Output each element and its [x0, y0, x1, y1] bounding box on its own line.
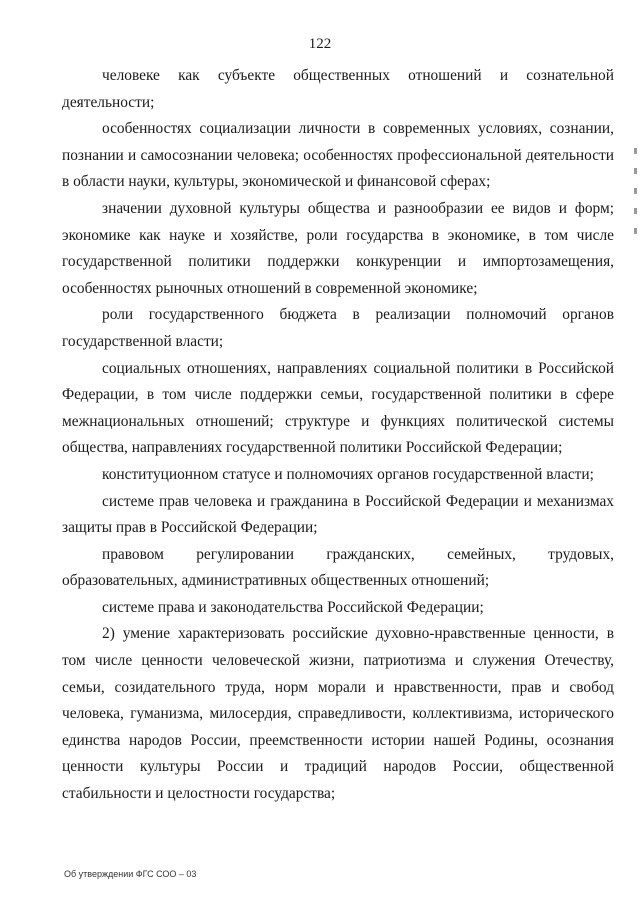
paragraph: социальных отношениях, направлениях социальной политики в Российской Федерации, в том числе поддержки семьи, государственной политики в сфере межнациональных отношений; структуре и функциях политической системы общества, направлениях государственной политики Российской Федерации;: [62, 359, 614, 457]
paragraph: системе права и законодательства Российской Федерации;: [102, 598, 484, 616]
paragraph: особенностях социализации личности в современных условиях, сознании, познании и самосознании человека; особенностях профессиональной деятельности в области науки, культуры, экономической и финансовой сферах;: [62, 120, 614, 191]
paragraph: правовом регулировании гражданских, семейных, трудовых, образовательных, административных общественных отношений;: [62, 545, 614, 590]
paragraph: значении духовной культуры общества и разнообразии ее видов и форм; экономике как науке и хозяйстве, роли государства в экономике, в том числе государственной политики поддержки конкуренции и импортозамещения, особенностях рыночных отношений в современной экономике;: [62, 199, 614, 297]
scan-margin-marks: [634, 148, 638, 368]
paragraph: системе прав человека и гражданина в Российской Федерации и механизмах защиты прав в Российской Федерации;: [62, 492, 614, 537]
footer-text: Об утверждении ФГС СОО – 03: [64, 869, 197, 879]
paragraph: конституционном статусе и полномочиях органов государственной власти;: [102, 465, 594, 483]
document-body: [62, 63, 614, 808]
paragraph: человеке как субъекте общественных отношений и сознательной деятельности;: [62, 67, 614, 111]
paragraph: 2) умение характеризовать российские духовно-нравственные ценности, в том числе ценности человеческой жизни, патриотизма и служения Отечеству, семьи, созидательного труда, норм морали и нравственности, прав и свобод человека, гуманизма, милосердия, справедливости, коллективизма, исторического единства народов России, преемственности истории нашей Родины, осознания ценности культуры России и традиций народов России, общественной стабильности и целостности государства;: [62, 625, 614, 803]
page-number: 122: [308, 36, 332, 52]
paragraph: роли государственного бюджета в реализации полномочий органов государственной власти;: [62, 306, 614, 350]
